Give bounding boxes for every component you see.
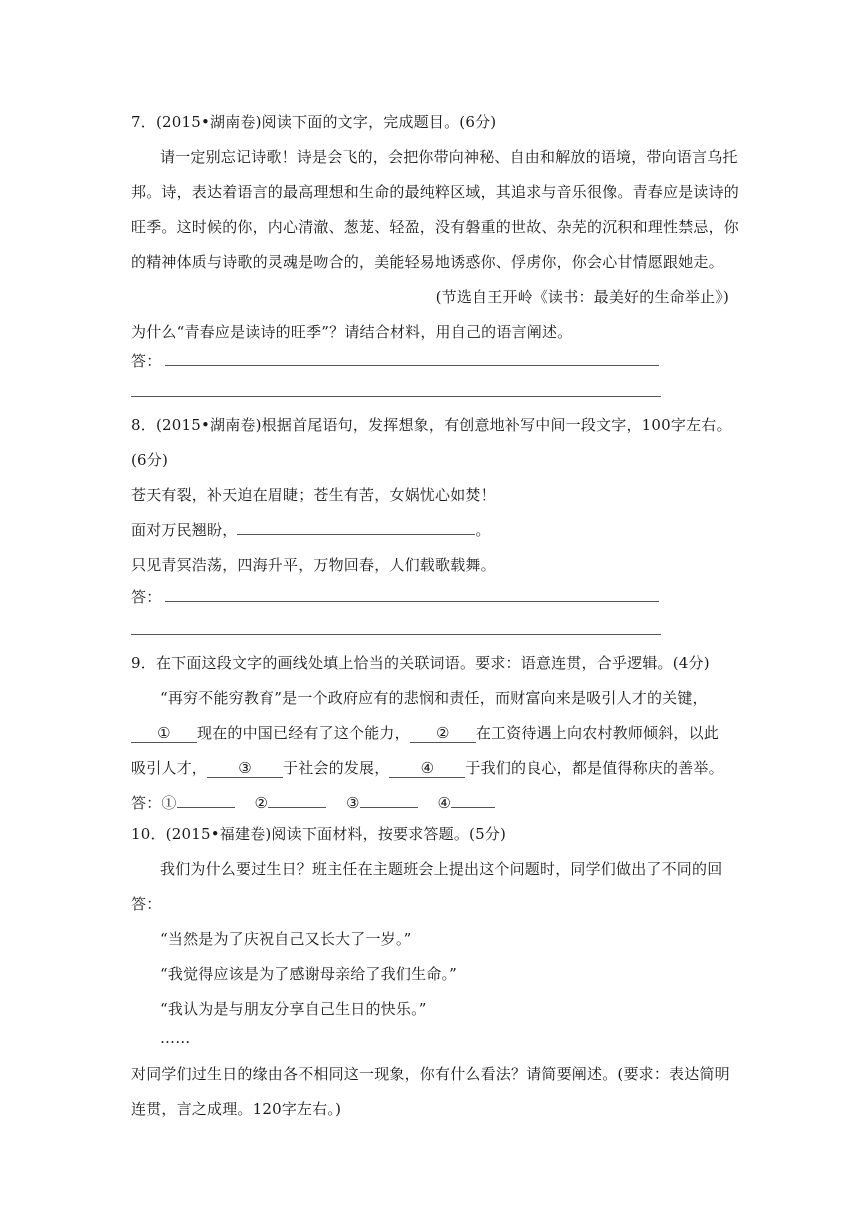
q9-answer-4-blank[interactable] [451, 791, 495, 808]
q7-paragraph-line-2: 邦。诗，表达着语言的最高理想和生命的最纯粹区域，其追求与音乐很像。青春应是读诗的 [131, 183, 740, 201]
q8-title: 8．(2015•湖南卷)根据首尾语句，发挥想象，有创意地补写中间一段文字，100字左右。 [131, 416, 732, 434]
q9-answer-2-marker: ② [254, 794, 269, 812]
q9-answer-4-marker: ④ [437, 794, 452, 812]
q7-paragraph-line-1: 请一定别忘记诗歌！诗是会飞的，会把你带向神秘、自由和解放的语境，带向语言乌托 [160, 148, 738, 166]
q9-answer-3-marker: ③ [346, 794, 360, 812]
q9-blank-2[interactable]: ② [410, 725, 476, 743]
q8-answer-rule-2[interactable] [131, 634, 661, 635]
q8-line-2-suffix: 。 [475, 521, 491, 539]
q8-line-1: 苍天有裂，补天迫在眉睫；苍生有苦，女娲忧心如焚！ [131, 486, 496, 504]
q8-fill-blank[interactable] [237, 520, 475, 535]
q7-question: 为什么“青春应是读诗的旺季”？请结合材料，用自己的语言阐述。 [131, 323, 573, 341]
q10-paragraph-line-2: 答： [131, 895, 162, 913]
q9-text-2a: 现在的中国已经有了这个能力， [197, 724, 410, 742]
q8-line-2-prefix: 面对万民翘盼， [131, 521, 238, 539]
q9-answer-1-blank[interactable] [177, 791, 235, 808]
q7-answer-rule [165, 351, 659, 366]
q9-paragraph-line-3 [131, 758, 724, 778]
q9-paragraph-line-2 [131, 723, 719, 743]
q9-text-2b: 在工资待遇上向农村教师倾斜，以此 [475, 724, 720, 742]
q9-text-3a: 吸引人才， [131, 759, 208, 777]
q9-title: 9．在下面这段文字的画线处填上恰当的关联词语。要求：语意连贯，合乎逻辑。(4分) [131, 654, 710, 672]
q9-answer-3-blank[interactable] [360, 791, 418, 808]
q9-paragraph-line-1: “再穷不能穷教育”是一个政府应有的悲悯和责任，而财富向来是吸引人才的关键， [160, 689, 708, 707]
q9-answer-1-marker: ① [161, 794, 177, 812]
q7-answer-line[interactable] [131, 351, 659, 371]
q9-blank-1[interactable]: ① [131, 725, 197, 743]
q10-ellipsis: …… [160, 1029, 191, 1047]
q7-paragraph-line-4: 的精神体质与诗歌的灵魂是吻合的，美能轻易地诱惑你、俘虏你，你会心甘情愿跟她走。 [131, 253, 724, 271]
q9-text-3c: 于我们的良心，都是值得称庆的善举。 [465, 759, 724, 777]
q10-title: 10．(2015•福建卷)阅读下面材料，按要求答题。(5分) [131, 825, 507, 843]
q9-answer-line [131, 791, 495, 811]
q10-requirement-line-1: 对同学们过生日的缘由各不相同这一现象，你有什么看法？请简要阐述。(要求：表达简明 [131, 1065, 730, 1083]
q8-line-3: 只见青冥浩荡，四海升平，万物回春，人们载歌载舞。 [131, 556, 496, 574]
q8-score: (6分) [131, 451, 169, 469]
q8-answer-label: 答： [131, 588, 162, 606]
q9-answer-2-blank[interactable] [268, 791, 326, 808]
q10-requirement-line-2: 连贯，言之成理。120字左右。) [131, 1100, 342, 1118]
q8-answer-rule [165, 587, 659, 602]
q10-quote-1: “当然是为了庆祝自己又长大了一岁。” [160, 930, 412, 948]
q10-quote-3: “我认为是与朋友分享自己生日的快乐。” [160, 1000, 427, 1018]
q8-line-2[interactable] [131, 520, 491, 540]
q7-paragraph-line-3: 旺季。这时候的你，内心清澈、葱茏、轻盈，没有磐重的世故、杂芜的沉积和理性禁忌，你 [131, 218, 740, 236]
q7-answer-label: 答： [131, 352, 162, 370]
q9-answer-label: 答： [131, 794, 162, 812]
q7-title: 7．(2015•湖南卷)阅读下面的文字，完成题目。(6分) [131, 113, 497, 131]
q7-answer-rule-2[interactable] [131, 396, 661, 397]
q9-blank-4[interactable]: ④ [389, 760, 465, 778]
q9-blank-3[interactable]: ③ [207, 760, 283, 778]
q10-paragraph-line-1: 我们为什么要过生日？班主任在主题班会上提出这个问题时，同学们做出了不同的回 [160, 860, 723, 878]
q8-answer-line[interactable] [131, 587, 659, 607]
q7-source: (节选自王开岭《读书：最美好的生命举止》) [435, 288, 729, 306]
q10-quote-2: “我觉得应该是为了感谢母亲给了我们生命。” [160, 965, 458, 983]
q9-text-3b: 于社会的发展， [283, 759, 390, 777]
